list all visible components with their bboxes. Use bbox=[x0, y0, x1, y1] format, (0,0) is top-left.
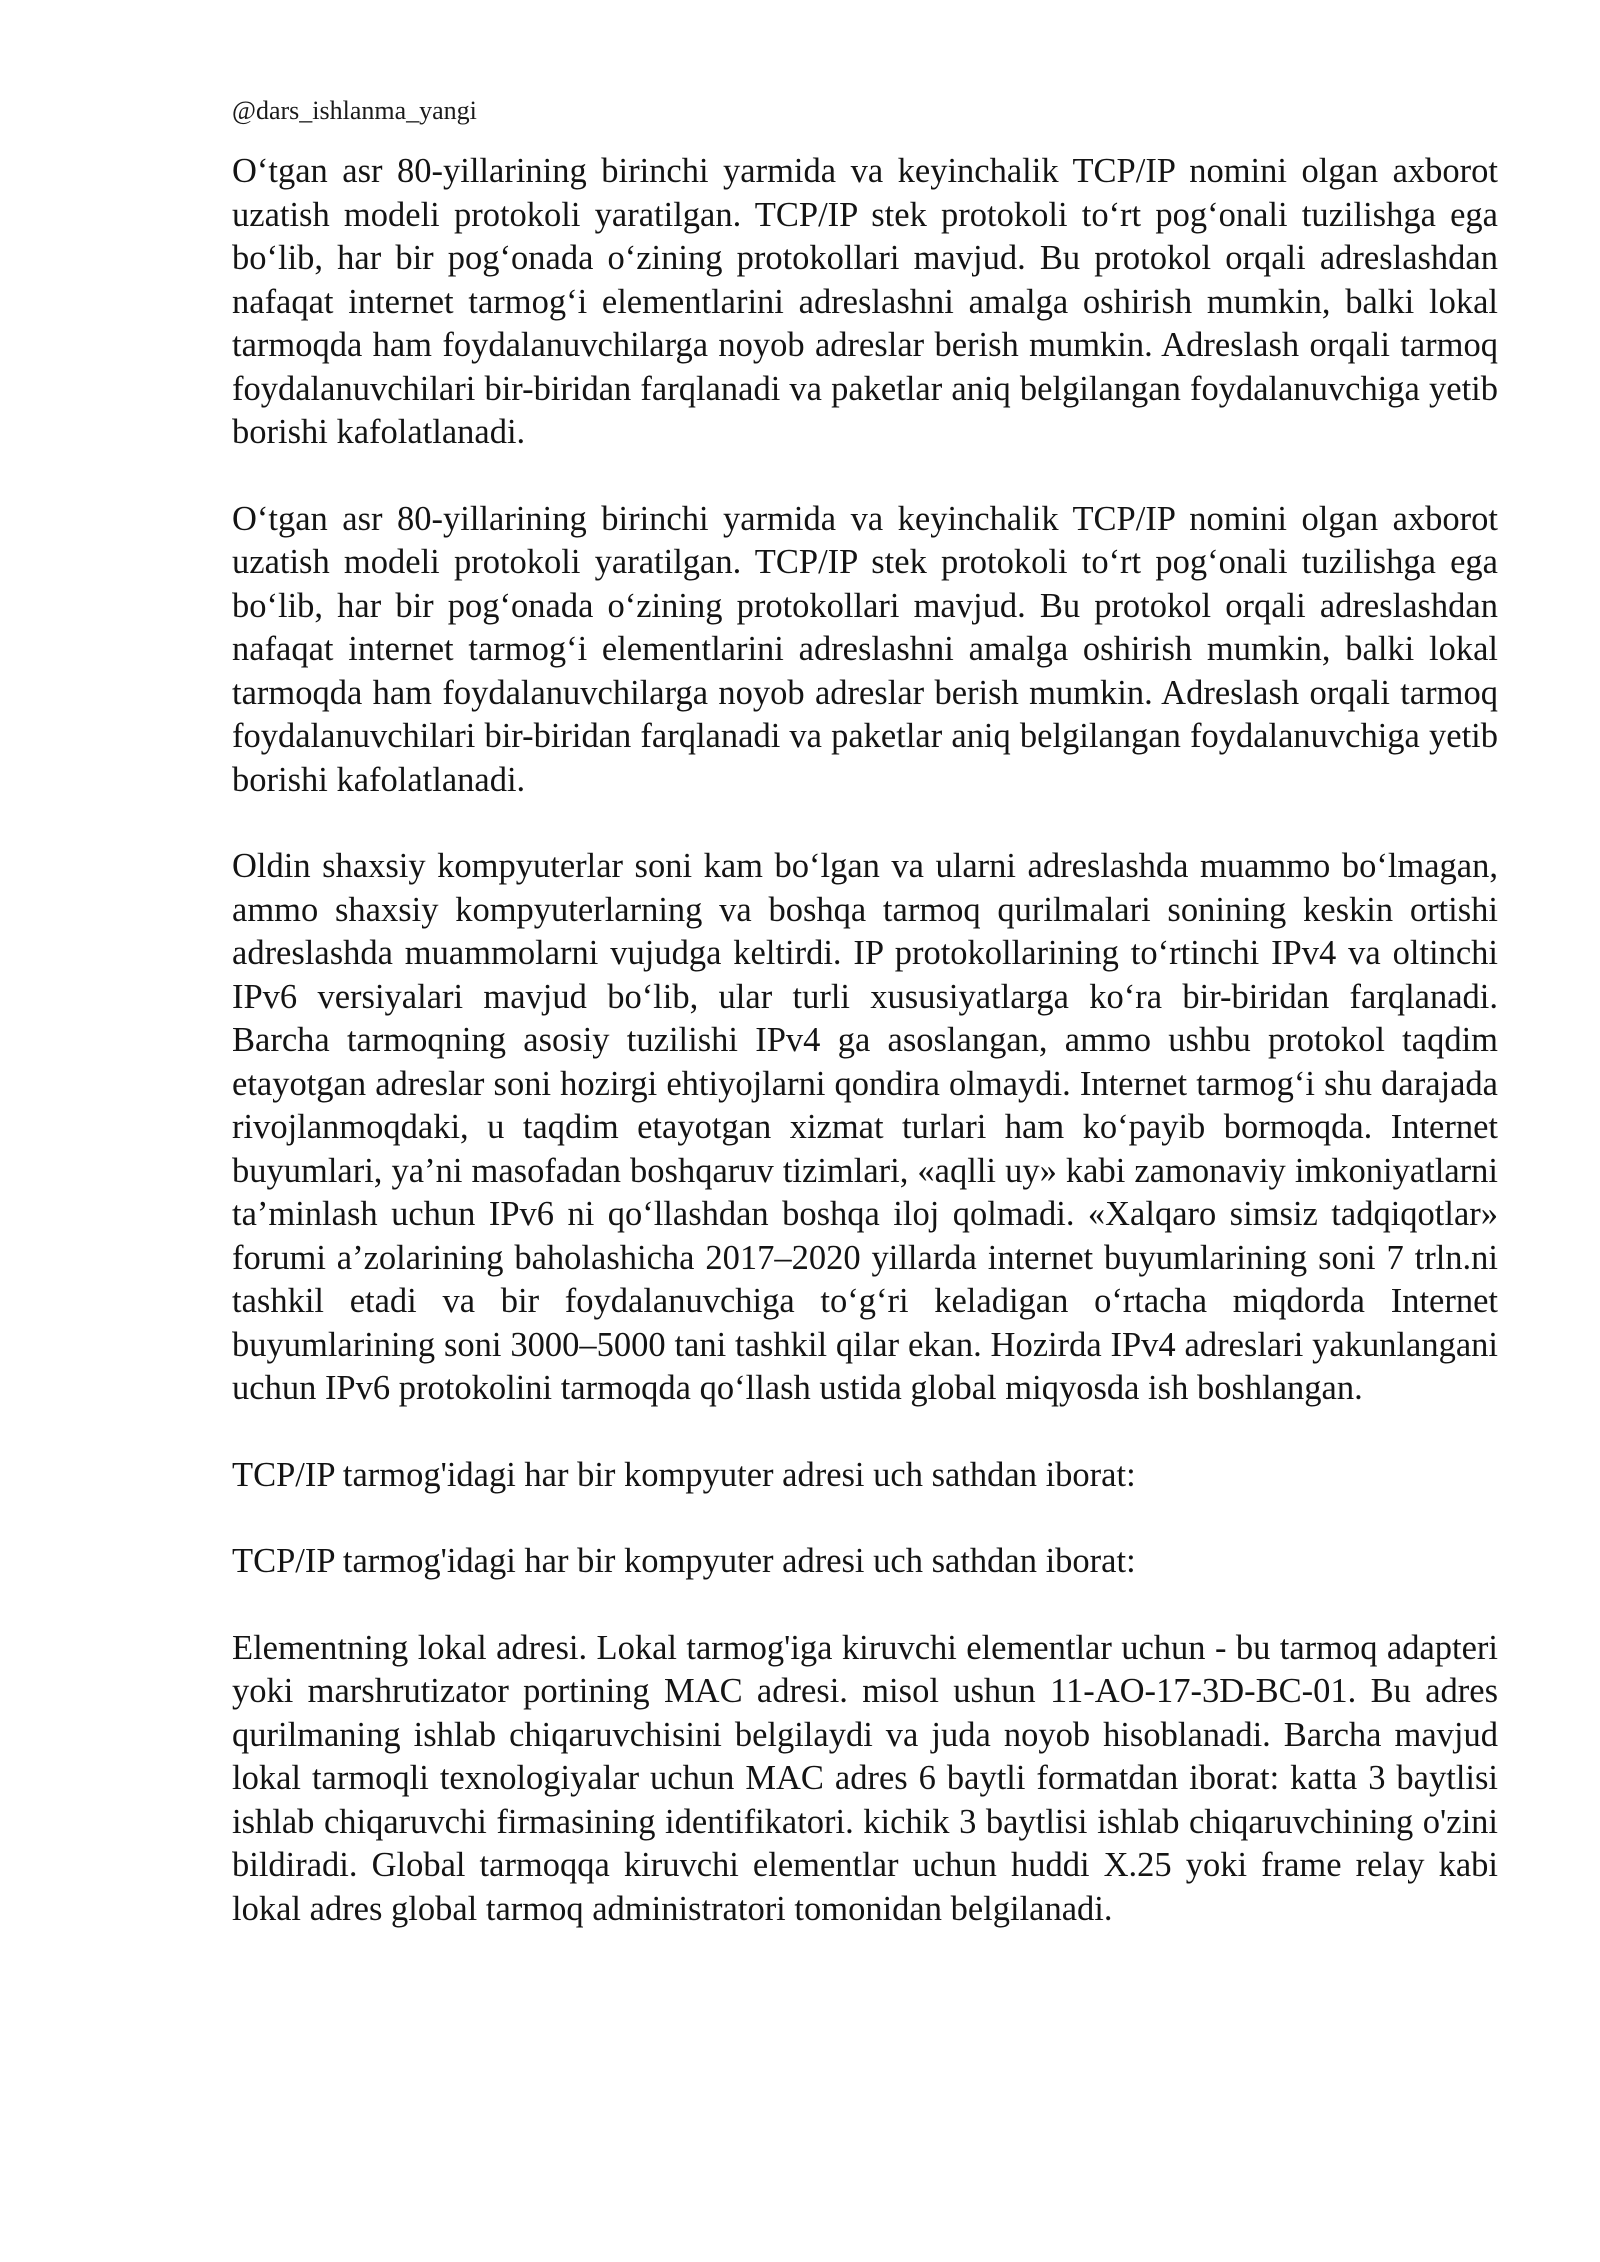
paragraph-tcpip-intro-repeat: O‘tgan asr 80-yillarining birinchi yarmida va keyinchalik TCP/IP nomini olgan axborot uzatish modeli protokoli yaratilgan. TCP/IP stek protokoli to‘rt pog‘onali tuzilishga ega bo‘lib, har bir pog‘onada o‘zining protokollari mavjud. Bu protokol orqali adreslashdan nafaqat internet tarmog‘i elementlarini adreslashni amalga oshirish mumkin, balki lokal tarmoqda ham foydalanuvchilarga noyob adreslar berish mumkin. Adreslash orqali tarmoq foydalanuvchilari bir-biridan farqlanadi va paketlar aniq belgilangan foydalanuvchiga yetib borishi kafolatlanadi. bbox=[232, 499, 1498, 799]
document-body bbox=[232, 150, 1498, 1931]
channel-header: @dars_ishlanma_yangi bbox=[232, 96, 477, 125]
paragraph-address-levels-repeat: TCP/IP tarmog'idagi har bir kompyuter adresi uch sathdan iborat: bbox=[232, 1542, 1136, 1580]
paragraph-tcpip-intro: O‘tgan asr 80-yillarining birinchi yarmida va keyinchalik TCP/IP nomini olgan axborot uzatish modeli protokoli yaratilgan. TCP/IP stek protokoli to‘rt pog‘onali tuzilishga ega bo‘lib, har bir pog‘onada o‘zining protokollari mavjud. Bu protokol orqali adreslashdan nafaqat internet tarmog‘i elementlarini adreslashni amalga oshirish mumkin, balki lokal tarmoqda ham foydalanuvchilarga noyob adreslar berish mumkin. Adreslash orqali tarmoq foydalanuvchilari bir-biridan farqlanadi va paketlar aniq belgilangan foydalanuvchiga yetib borishi kafolatlanadi. bbox=[232, 152, 1498, 451]
paragraph-local-address: Elementning lokal adresi. Lokal tarmog'iga kiruvchi elementlar uchun - bu tarmoq adapteri yoki marshrutizator portining MAC adresi. misol ushun 11-AO-17-3D-BC-01. Bu adres qurilmaning ishlab chiqaruvchisini belgilaydi va juda noyob hisoblanadi. Barcha mavjud lokal tarmoqli texnologiyalar uchun MAC adres 6 baytli formatdan iborat: katta 3 baytlisi ishlab chiqaruvchi firmasining identifikatori. kichik 3 baytlisi ishlab chiqaruvchining o'zini bildiradi. Global tarmoqqa kiruvchi elementlar uchun huddi X.25 yoki frame relay kabi lokal adres global tarmoq administratori tomonidan belgilanadi. bbox=[232, 1628, 1498, 1928]
paragraph-address-levels: TCP/IP tarmog'idagi har bir kompyuter adresi uch sathdan iborat: bbox=[232, 1455, 1136, 1494]
paragraph-ipv4-ipv6: Oldin shaxsiy kompyuterlar soni kam bo‘lgan va ularni adreslashda muammo bo‘lmagan, ammo shaxsiy kompyuterlarning va boshqa tarmoq qurilmalari sonining keskin ortishi adreslashda muammolarni vujudga keltirdi. IP protokollarining to‘rtinchi IPv4 va oltinchi IPv6 versiyalari mavjud bo‘lib, ular turli xususiyatlarga ko‘ra bir-biridan farqlanadi. Barcha tarmoqning asosiy tuzilishi IPv4 ga asoslangan, ammo ushbu protokol taqdim etayotgan adreslar soni hozirgi ehtiyojlarni qondira olmaydi. Internet tarmog‘i shu darajada rivojlanmoqdaki, u taqdim etayotgan xizmat turlari ham ko‘payib bormoqda. Internet buyumlari, ya’ni masofadan boshqaruv tizimlari, «aqlli uy» kabi zamonaviy imkoniyatlarni ta’minlash uchun IPv6 ni qo‘llashdan boshqa iloj qolmadi. «Xalqaro simsiz tadqiqotlar» forumi a’zolarining baholashicha 2017–2020 yillarda internet buyumlarining soni 7 trln.ni tashkil etadi va bir foydalanuvchiga to‘g‘ri keladigan o‘rtacha miqdorda Internet buyumlarining soni 3000–5000 tani tashkil qilar ekan. Hozirda IPv4 adreslari yakunlangani uchun IPv6 protokolini tarmoqda qo‘llash ustida global miqyosda ish boshlangan. bbox=[232, 847, 1498, 1407]
